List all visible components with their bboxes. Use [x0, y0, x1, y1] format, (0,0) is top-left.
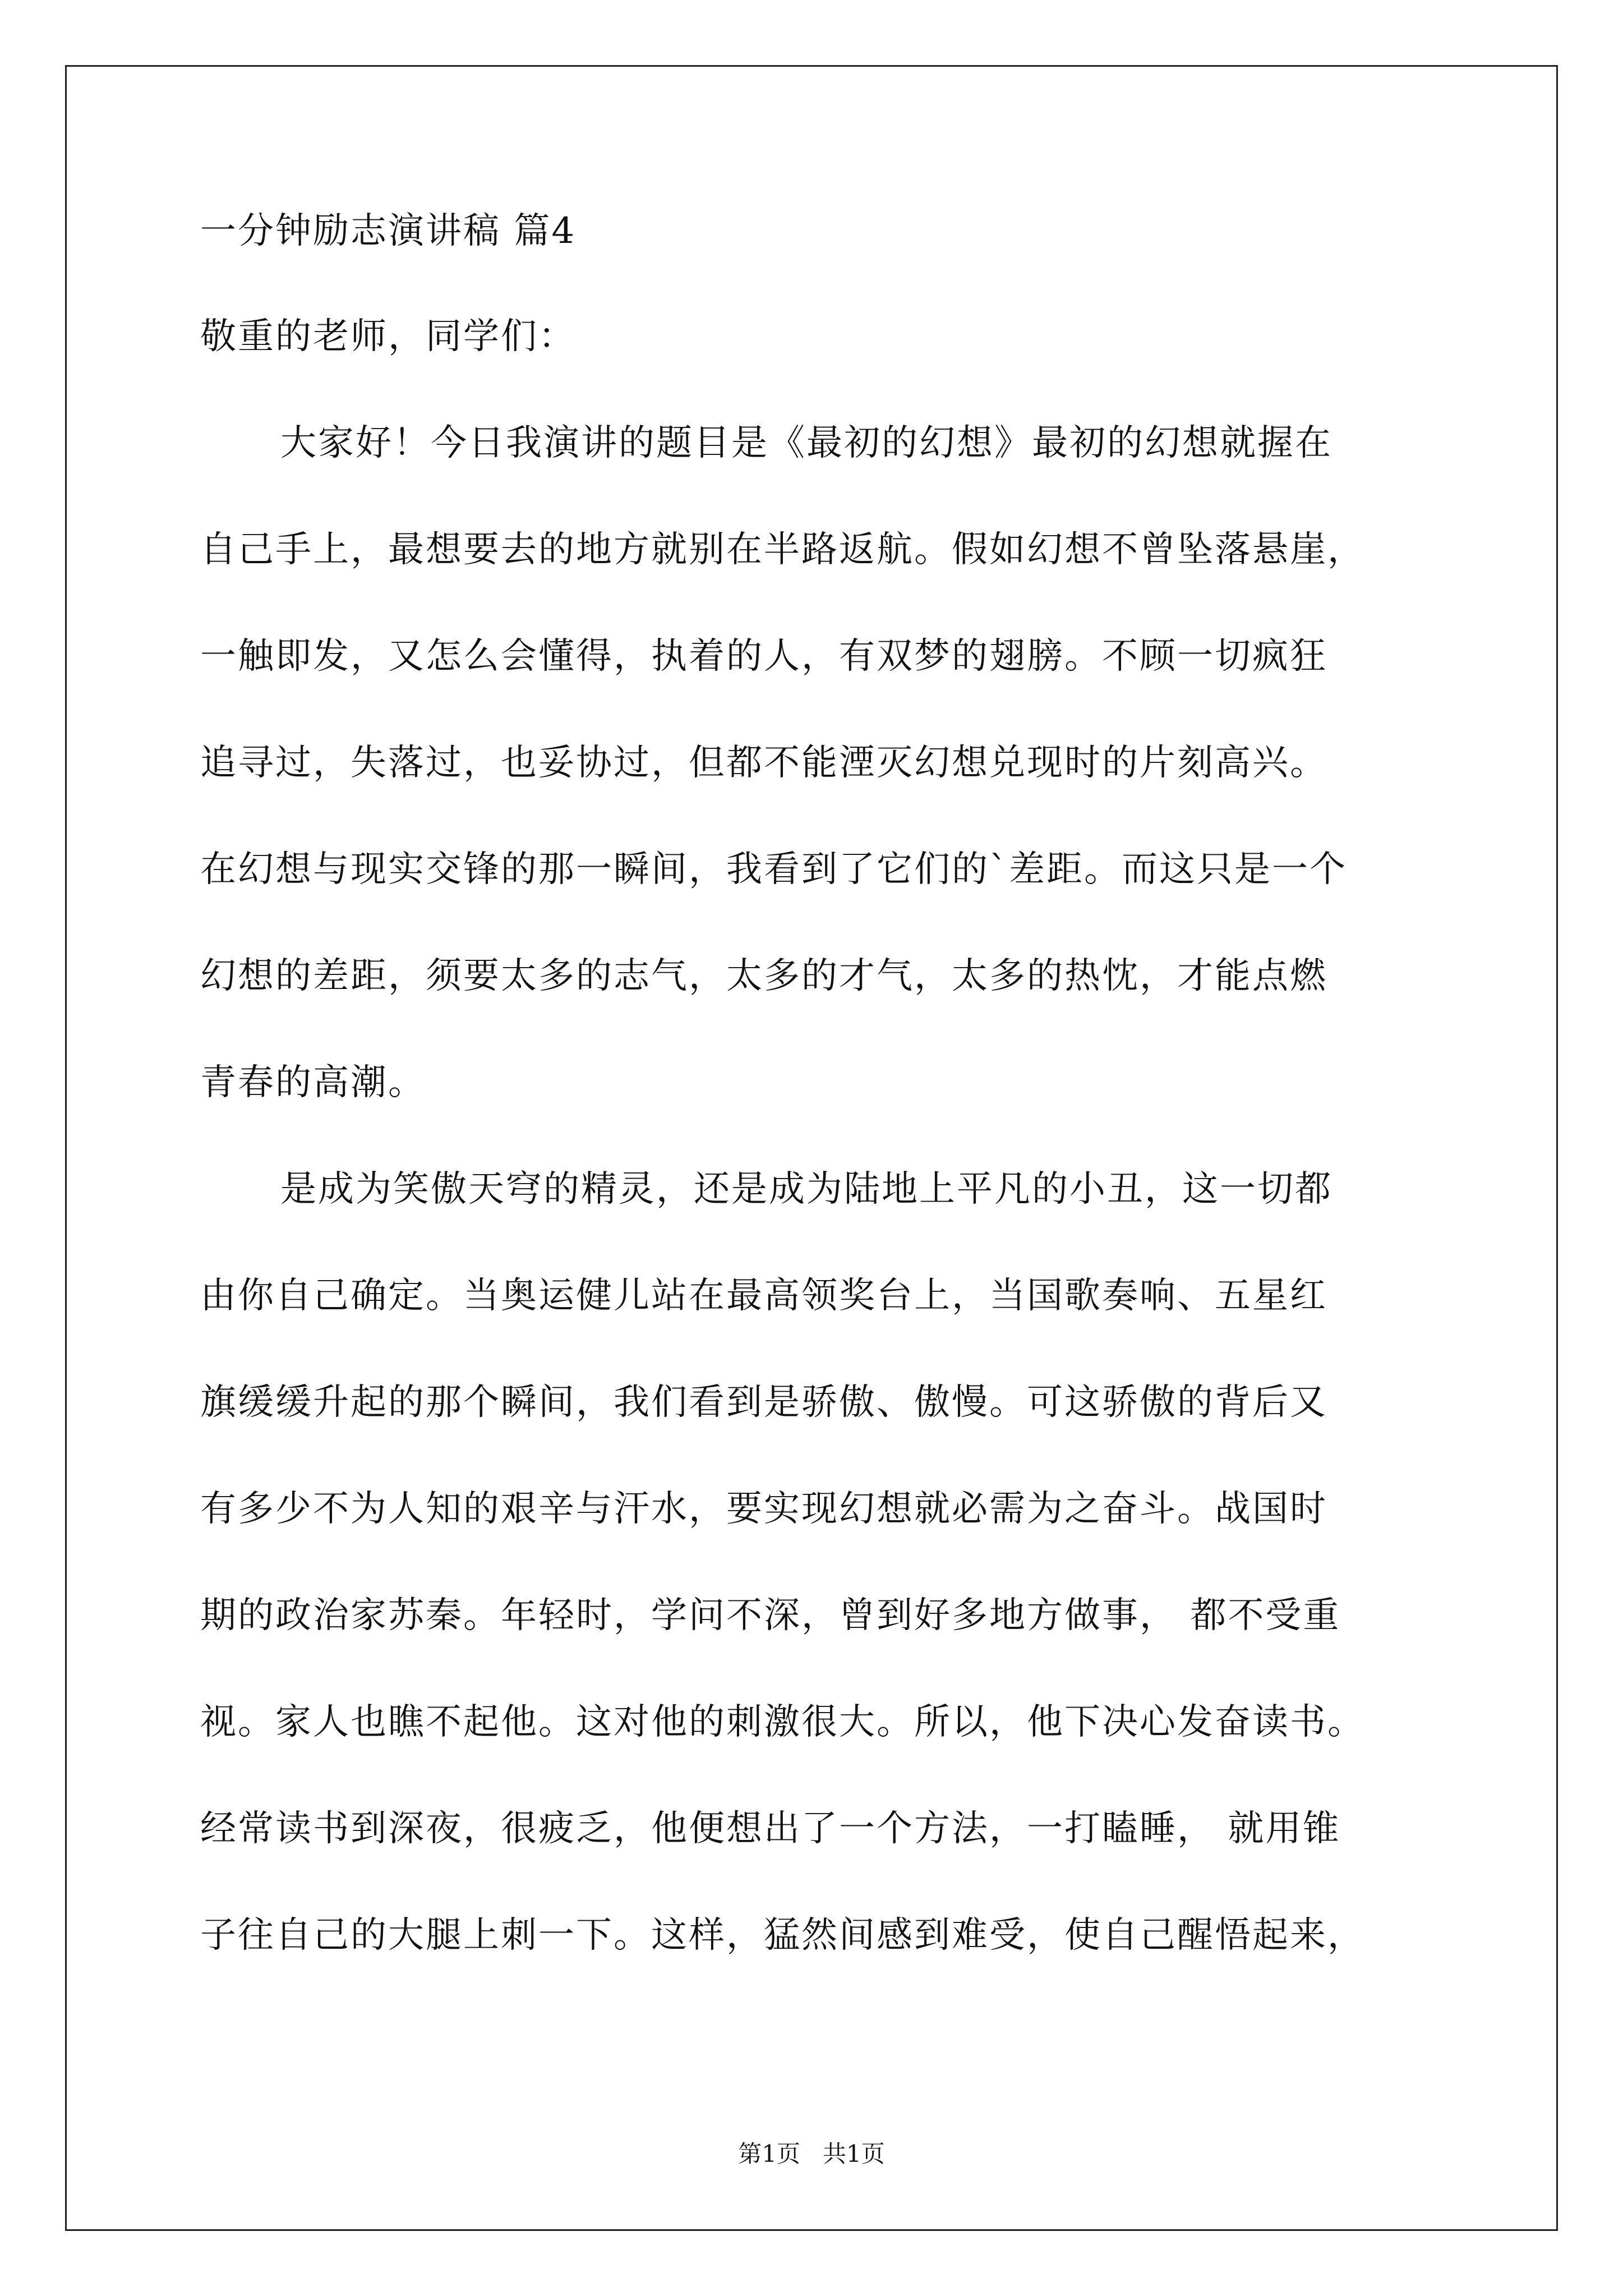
text-line: 是成为笑傲天穹的精灵，还是成为陆地上平凡的小丑，这一切都 [280, 1168, 1332, 1210]
text-line: 追寻过，失落过，也妥协过，但都不能湮灭幻想兑现时的片刻高兴。 [200, 742, 1327, 784]
text-line: 幻想的差距，须要太多的志气，太多的才气，太多的热忱，才能点燃 [200, 955, 1327, 997]
text-line: 一触即发，又怎么会懂得，执着的人，有双梦的翅膀。不顾一切疯狂 [200, 636, 1327, 677]
text-line: 期的政治家苏秦。年轻时，学问不深，曾到好多地方做事， 都不受重 [200, 1595, 1341, 1636]
text-line: 经常读书到深夜，很疲乏，他便想出了一个方法，一打瞌睡， 就用锥 [200, 1808, 1341, 1849]
text-line: 由你自己确定。当奥运健儿站在最高领奖台上，当国歌奏响、五星红 [200, 1275, 1327, 1317]
page-number-footer: 第1页 共1页 [738, 2140, 885, 2168]
text-line: 敬重的老师，同学们： [200, 316, 576, 357]
text-line: 在幻想与现实交锋的那一瞬间，我看到了它们的`差距。而这只是一个 [200, 849, 1347, 890]
text-line: 自己手上，最想要去的地方就别在半路返航。假如幻想不曾坠落悬崖， [200, 529, 1365, 570]
text-line: 子往自己的大腿上刺一下。这样，猛然间感到难受，使自己醒悟起来， [200, 1915, 1365, 1956]
text-line: 视。家人也瞧不起他。这对他的刺激很大。所以，他下决心发奋读书。 [200, 1701, 1365, 1743]
text-line: 旗缓缓升起的那个瞬间，我们看到是骄傲、傲慢。可这骄傲的背后又 [200, 1382, 1327, 1423]
text-line: 大家好！今日我演讲的题目是《最初的幻想》最初的幻想就握在 [280, 422, 1332, 464]
text-line: 青春的高潮。 [200, 1062, 426, 1103]
document-title: 一分钟励志演讲稿 篇4 [200, 210, 577, 252]
text-line: 有多少不为人知的艰辛与汗水，要实现幻想就必需为之奋斗。战国时 [200, 1488, 1327, 1530]
page-border [65, 65, 1558, 2231]
